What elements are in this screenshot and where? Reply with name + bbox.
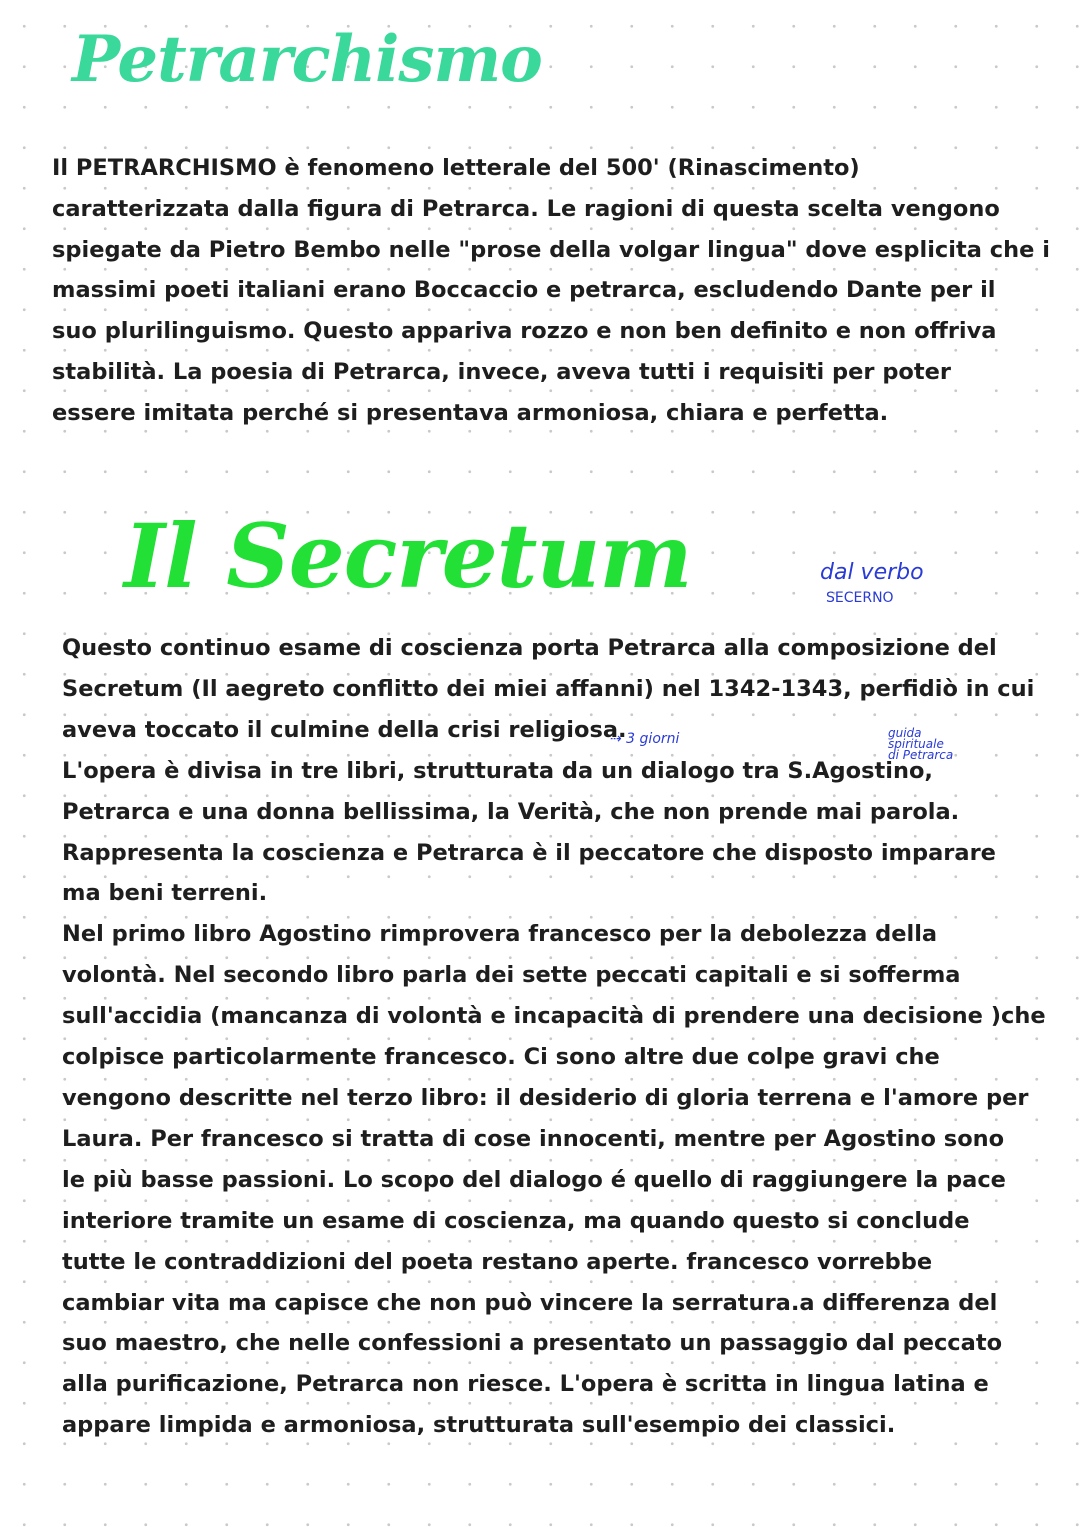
text-line: ma beni terreni.	[62, 880, 268, 907]
text-line: essere imitata perché si presentava armoniosa, chiara e perfetta.	[52, 399, 889, 426]
text-line: interiore tramite un esame di coscienza, ma quando questo si conclude	[62, 1207, 970, 1234]
text-line: Nel primo libro Agostino rimprovera francesco per la debolezza della	[62, 921, 938, 948]
text-line: L'opera è divisa in tre libri, strutturata da un dialogo tra S.Agostino,	[62, 757, 933, 784]
annotation-line: guida	[888, 726, 922, 740]
annotation-secerno: SECERNO	[826, 590, 894, 606]
text-line: colpisce particolarmente francesco. Ci sono altre due colpe gravi che	[62, 1044, 940, 1071]
text-line: spiegate da Pietro Bembo nelle "prose della volgar lingua" dove esplicita che i	[52, 236, 1050, 263]
annotation-3-giorni: ⇢ 3 giorni	[610, 731, 680, 747]
text-line: volontà. Nel secondo libro parla dei sette peccati capitali e si sofferma	[62, 962, 961, 989]
annotation-line: di Petrarca	[888, 748, 954, 762]
text-line: vengono descritte nel terzo libro: il desiderio di gloria terrena e l'amore per	[62, 1084, 1029, 1111]
text-line: le più basse passioni. Lo scopo del dialogo é quello di raggiungere la pace	[62, 1166, 1006, 1193]
section-title-petrarchismo: Petrarchismo	[72, 22, 542, 97]
text-line: aveva toccato il culmine della crisi religiosa.	[62, 716, 627, 743]
text-line: Laura. Per francesco si tratta di cose innocenti, mentre per Agostino sono	[62, 1125, 1005, 1152]
text-line: tutte le contraddizioni del poeta restano aperte. francesco vorrebbe	[62, 1248, 933, 1275]
annotation-dal-verbo: dal verbo	[820, 560, 924, 585]
text-line: sull'accidia (mancanza di volontà e incapacità di prendere una decisione )che	[62, 1003, 1046, 1030]
annotation-line: spirituale	[888, 737, 944, 751]
text-line: Rappresenta la coscienza e Petrarca è il peccatore che disposto imparare	[62, 839, 996, 866]
text-line: Il PETRARCHISMO è fenomeno letterale del 500' (Rinascimento)	[52, 155, 860, 181]
text-line: appare limpida e armoniosa, strutturata sull'esempio dei classici.	[62, 1412, 896, 1439]
text-line: Petrarca e una donna bellissima, la Verità, che non prende mai parola.	[62, 798, 960, 825]
paragraph-petrarchismo	[52, 148, 1050, 434]
text-line: Secretum (Il aegreto conflitto dei miei affanni) nel 1342-1343, perfidiò in cui	[62, 675, 1035, 702]
text-line: suo maestro, che nelle confessioni a presentato un passaggio dal peccato	[62, 1330, 1003, 1357]
text-line: alla purificazione, Petrarca non riesce. L'opera è scritta in lingua latina e	[62, 1371, 989, 1398]
section-title-secretum: Il Secretum	[124, 504, 692, 608]
text-line: massimi poeti italiani erano Boccaccio e petrarca, escludendo Dante per il	[52, 277, 996, 304]
text-line: Questo continuo esame di coscienza porta Petrarca alla composizione del	[62, 635, 997, 661]
text-line: cambiar vita ma capisce che non può vincere la serratura.a differenza del	[62, 1289, 998, 1316]
text-line: stabilità. La poesia di Petrarca, invece, aveva tutti i requisiti per poter	[52, 358, 952, 385]
text-line: caratterizzata dalla figura di Petrarca. Le ragioni di questa scelta vengono	[52, 195, 1000, 222]
text-line: suo plurilinguismo. Questo appariva rozzo e non ben definito e non offriva	[52, 318, 997, 345]
paragraph-secretum	[62, 628, 1046, 1446]
